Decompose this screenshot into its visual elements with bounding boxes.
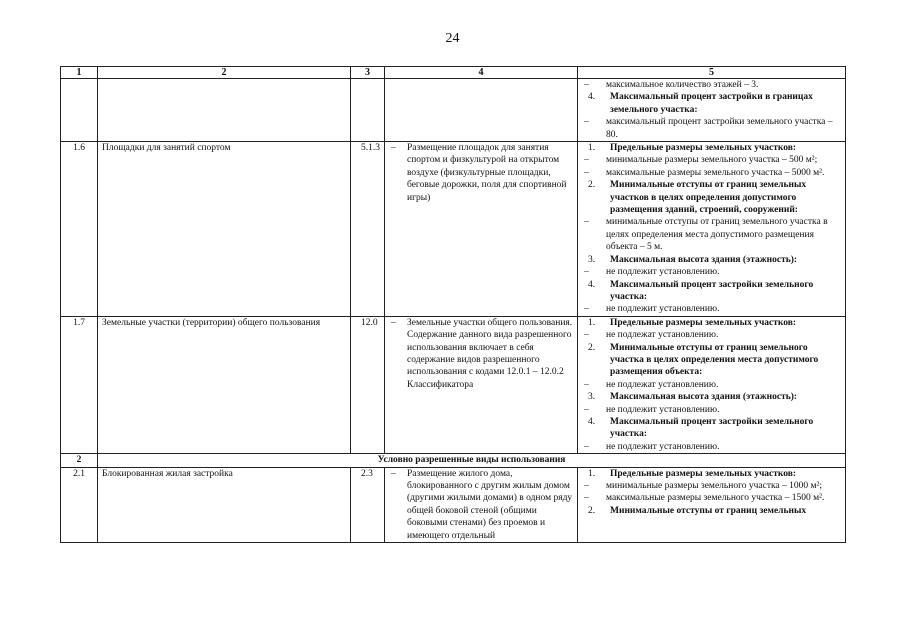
param-item xyxy=(582,480,841,492)
item-number: 4. xyxy=(588,279,596,290)
dash-marker: – xyxy=(391,317,396,328)
cell-empty xyxy=(61,79,98,142)
item-text: не подлежит установлению. xyxy=(606,404,720,415)
param-item xyxy=(582,154,841,166)
table-row xyxy=(61,467,846,542)
header-col-3: 3 xyxy=(351,67,385,79)
params-cell xyxy=(578,79,846,142)
item-text: Максимальный процент застройки земельного участка: xyxy=(610,416,814,440)
param-heading xyxy=(582,91,841,116)
item-text: Минимальные отступы от границ земельных xyxy=(610,505,807,516)
classifier-code: 12.0 xyxy=(351,316,385,453)
section-number: 2 xyxy=(61,454,98,467)
item-number: 2. xyxy=(588,342,596,353)
dash-marker: – xyxy=(584,379,589,390)
description-item xyxy=(389,468,573,542)
item-number: 1. xyxy=(588,317,596,328)
header-col-5: 5 xyxy=(578,67,846,79)
cell-empty xyxy=(98,79,351,142)
item-text: Минимальные отступы от границ земельных участков в целях определения допустимого размещения зданий, строений, сооружений: xyxy=(610,180,807,216)
dash-marker: – xyxy=(584,330,589,341)
row-number: 1.6 xyxy=(61,142,98,317)
dash-marker: – xyxy=(584,217,589,228)
param-heading xyxy=(582,279,841,304)
param-heading xyxy=(582,416,841,441)
item-number: 2. xyxy=(588,505,596,516)
item-text: не подлежит установлению. xyxy=(606,441,720,452)
item-text: минимальные размеры земельного участка – 500 м²; xyxy=(606,155,818,166)
param-item xyxy=(582,116,841,141)
item-text: Максимальная высота здания (этажность): xyxy=(610,254,798,265)
item-text: не подлежит установлению. xyxy=(606,304,720,315)
param-heading xyxy=(582,342,841,379)
header-row xyxy=(61,67,846,79)
param-item xyxy=(582,167,841,179)
header-col-1: 1 xyxy=(61,67,98,79)
row-number: 2.1 xyxy=(61,467,98,542)
section-title: Условно разрешенные виды использования xyxy=(98,454,846,467)
dash-marker: – xyxy=(584,304,589,315)
param-item xyxy=(582,441,841,453)
param-heading xyxy=(582,179,841,216)
item-text: не подлежит установлению. xyxy=(606,267,720,278)
use-name: Блокированная жилая застройка xyxy=(98,467,351,542)
dash-marker: – xyxy=(584,404,589,415)
param-heading xyxy=(582,317,841,329)
item-number: 1. xyxy=(588,143,596,154)
item-number: 1. xyxy=(588,468,596,479)
item-text: Предельные размеры земельных участков: xyxy=(610,468,797,479)
item-text: Максимальный процент застройки в границах земельного участка: xyxy=(610,92,813,115)
item-number: 3. xyxy=(588,254,596,265)
item-text: не подлежат установлению. xyxy=(606,330,719,341)
header-col-4: 4 xyxy=(385,67,578,79)
param-item xyxy=(582,303,841,315)
param-heading xyxy=(582,468,841,480)
table-row xyxy=(61,316,846,453)
item-text: Максимальная высота здания (этажность): xyxy=(610,392,798,403)
param-item xyxy=(582,329,841,341)
use-description xyxy=(385,467,578,542)
item-text: Предельные размеры земельных участков: xyxy=(610,317,797,328)
dash-marker: – xyxy=(584,117,589,128)
header-col-2: 2 xyxy=(98,67,351,79)
cell-empty xyxy=(385,79,578,142)
param-heading xyxy=(582,254,841,266)
dash-marker: – xyxy=(391,143,396,154)
classifier-code: 5.1.3 xyxy=(351,142,385,317)
table-row xyxy=(61,142,846,317)
item-number: 2. xyxy=(588,180,596,191)
param-heading xyxy=(582,142,841,154)
param-item xyxy=(582,404,841,416)
page-number: 24 xyxy=(445,31,460,46)
item-number: 3. xyxy=(588,392,596,403)
section-row xyxy=(61,454,846,467)
dash-marker: – xyxy=(584,493,589,504)
use-name: Площадки для занятий спортом xyxy=(98,142,351,317)
dash-marker: – xyxy=(584,481,589,491)
description-item xyxy=(389,317,573,391)
description-text: Земельные участки общего пользования. Содержание данного вида разрешенного использования включает в себя содержание видов разрешенного использования с кодами 12.0.1 – 12.0.2 Классификатора xyxy=(407,317,573,390)
params-cell xyxy=(578,467,846,542)
description-text: Размещение жилого дома, блокированного с другим жилым домом (другими жилыми домами) в одном ряду общей боковой стеной (общими боковыми стенами) без проемов и имеющего отдельный xyxy=(407,468,573,541)
dash-marker: – xyxy=(584,167,589,178)
item-number: 4. xyxy=(588,416,596,427)
item-text: Максимальный процент застройки земельного участка: xyxy=(610,279,814,302)
param-item xyxy=(582,79,841,91)
continued-row xyxy=(61,79,846,142)
row-number: 1.7 xyxy=(61,316,98,453)
params-cell xyxy=(578,142,846,317)
param-item xyxy=(582,266,841,278)
dash-marker: – xyxy=(584,441,589,452)
param-item xyxy=(582,492,841,504)
item-text: максимальные размеры земельного участка – 5000 м². xyxy=(606,167,825,178)
item-text: максимальные размеры земельного участка – 1500 м². xyxy=(606,493,825,504)
item-number: 4. xyxy=(588,92,596,103)
item-text: максимальное количество этажей – 3. xyxy=(606,80,759,90)
use-description xyxy=(385,142,578,317)
description-text: Размещение площадок для занятия спортом и физкультурой на открытом воздухе (физкультурные площадки, беговые дорожки, поля для спортивной игры) xyxy=(407,143,567,203)
cell-empty xyxy=(351,79,385,142)
dash-marker: – xyxy=(584,155,589,166)
dash-marker: – xyxy=(391,468,396,479)
use-description xyxy=(385,316,578,453)
item-text: минимальные размеры земельного участка – 1000 м²; xyxy=(606,481,823,491)
param-heading xyxy=(582,505,841,517)
description-item xyxy=(389,142,573,204)
param-item xyxy=(582,379,841,391)
param-item xyxy=(582,216,841,253)
classifier-code: 2.3 xyxy=(351,467,385,542)
item-text: Предельные размеры земельных участков: xyxy=(610,143,797,154)
item-text: Минимальные отступы от границ земельного участка в целях определения места допустимого размещения объекта: xyxy=(610,342,819,378)
param-heading xyxy=(582,391,841,403)
item-text: максимальный процент застройки земельного участка – 80. xyxy=(606,117,833,140)
item-text: не подлежат установлению. xyxy=(606,379,719,390)
regulations-table xyxy=(60,66,846,543)
params-cell xyxy=(578,316,846,453)
item-text: минимальные отступы от границ земельного участка в целях определения места допустимого размещения объекта – 5 м. xyxy=(606,217,828,253)
dash-marker: – xyxy=(584,267,589,278)
dash-marker: – xyxy=(584,80,589,90)
use-name: Земельные участки (территории) общего пользования xyxy=(98,316,351,453)
